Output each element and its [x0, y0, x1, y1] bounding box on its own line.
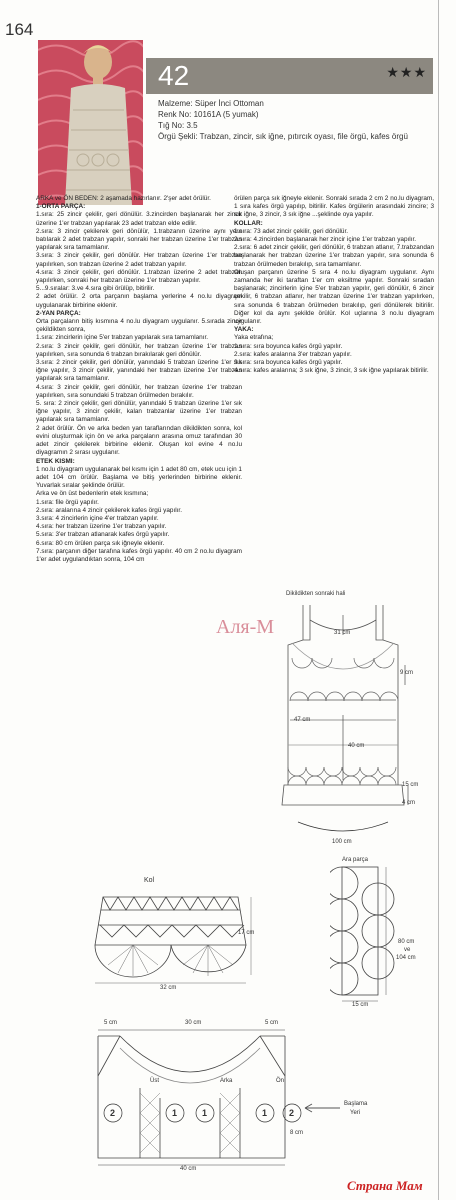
- label-on: Ön: [276, 1078, 285, 1084]
- instruction-paragraph: 1.sıra: file örgü yapılır.: [36, 498, 99, 506]
- spec-color: Renk No: 10161A (5 yumak): [158, 110, 259, 119]
- measure-4: 4 cm: [402, 800, 416, 806]
- measure-32: 32 cm: [160, 985, 177, 991]
- measure-47: 47 cm: [294, 717, 311, 723]
- instruction-paragraph: 4.sıra: kafes aralarına; 3 sık iğne, 3 zincir, 3 sık iğne yapılarak bitirilir.: [234, 367, 429, 375]
- sleeve-diagram: [88, 875, 258, 995]
- brand-watermark: Страна Мам: [347, 1178, 423, 1193]
- instruction-paragraph: 2.sıra: kafes aralarına 3'er trabzan yapılır.: [234, 350, 352, 358]
- section-heading: ETEK KISMI:: [36, 457, 75, 465]
- instruction-paragraph: 2.sıra: 6 adet zincir çekilir, geri dönülür, 6 trabzan atlanır, 7.trabzandan başlanarak her trabzan üzerine 1'er trabzan yapılır, sıra sonunda 6 trabzan örülmeden bırakılıp, sıra tamamlanır.: [234, 244, 434, 268]
- instruction-paragraph: 5...9.sıralar: 3.ve 4.sıra gibi örülüp, bitirilir.: [36, 285, 155, 293]
- instruction-paragraph: 7.sıra: parçanın diğer tarafına kafes örgü yapılır. 40 cm 2 no.lu diyagram 1'er adet uygulandıktan sonra, 104 cm: [36, 547, 242, 563]
- instruction-paragraph: 3.sıra: 2 zincir çekilir, geri dönülür, yanındaki 5 trabzan üzerine 1'er sık iğne yapılır, 3 zincir çekilir, yanındaki her trabzan üzerine 1'er trabzan yapılarak sıra tamamlanır.: [36, 359, 242, 383]
- dress-diagram: [268, 585, 418, 853]
- dress-diagram-title: Dikildikten sonraki hali: [286, 591, 346, 597]
- instruction-paragraph: 1 no.lu diyagram uygulanarak bel kısmı için 1 adet 80 cm, etek ucu için 1 adet 104 cm örülür. Başlama ve bitiş yerlerinden birbirine eklenir. Yuvarlak sıralar şeklinde örülür.: [36, 465, 242, 490]
- watermark: Аля-М: [216, 616, 275, 638]
- measure-40: 40 cm: [348, 743, 365, 749]
- instruction-paragraph: 5.sıra: 3'er trabzan atlanarak kafes örgü yapılır.: [36, 531, 170, 539]
- pattern-number: 42: [158, 60, 190, 91]
- page-number: 164: [5, 20, 34, 39]
- instruction-paragraph: 5. sıra: 2 zincir çekilir, geri dönülür, yanındaki 5 trabzan üzerine 1'er sık iğne yapılır, 3 zincir çekilir, kalan trabzanlar üzerine 1'er trabzan yapılarak sıra tamamlanır.: [36, 400, 242, 424]
- instruction-paragraph: 1.sıra: zincirlerin içine 5'er trabzan yapılarak sıra tamamlanır.: [36, 334, 209, 342]
- section-heading: YAKA:: [234, 326, 254, 334]
- difficulty-stars: ★★★: [386, 64, 427, 80]
- instructions-column-right: [234, 195, 434, 375]
- section-heading: 2-YAN PARÇA:: [36, 309, 81, 317]
- measure-100: 100 cm: [332, 839, 352, 845]
- section-heading: KOLLAR:: [234, 219, 263, 227]
- instruction-paragraph: 1.sıra: 25 zincir çekilir, geri dönülür. 3.zincirden başlanarak her zincir üzerine 1'er trabzan yapılarak 23 adet trabzan elde edilir.: [36, 211, 242, 227]
- bodice-diagram: [80, 1018, 420, 1173]
- measure-30: 30 cm: [185, 1020, 202, 1026]
- instruction-paragraph: Orta parçaların bitiş kısmına 4 no.lu diyagram uygulanır. 5.sırada zincir çekildikten sonra,: [36, 318, 242, 334]
- measure-80: 80 cm: [398, 939, 415, 945]
- instruction-paragraph: 3.sıra: sıra boyunca kafes örgü yapılır.: [234, 359, 343, 367]
- label-arka: Arka: [220, 1078, 233, 1084]
- instruction-paragraph: 2 adet örülür. Ön ve arka beden yan taraflarından dikildikten sonra, kol evini oluşturmak için ön ve arka parçaların arasına omuz tarafından 30 adet zincir çekilerek birbirine eklenir. Oluşan kol evine 4 no.lu diyagramın 2 sırası uygulanır.: [36, 424, 242, 457]
- measure-15: 15 cm: [402, 782, 419, 788]
- measure-31: 31 cm: [334, 630, 351, 636]
- instruction-paragraph: Arka ve ön üst bedenlerin etek kısmına;: [36, 490, 149, 498]
- instruction-paragraph: 1.sıra: sıra boyunca kafes örgü yapılır.: [234, 342, 343, 350]
- instruction-paragraph: 2.sıra: 3 zincir çekilir, geri dönülür, her trabzan üzerine 1'er trabzan yapılırken, sıra sonunda 6 trabzan bırakılarak geri dönülür.: [36, 342, 242, 358]
- measure-9: 9 cm: [400, 670, 414, 676]
- diagram-num-1b: 1: [202, 1108, 208, 1118]
- instruction-paragraph: 1.sıra: 73 adet zincir çekilir, geri dönülür.: [234, 227, 349, 235]
- instruction-paragraph: ARKA ve ÖN BEDEN: 2 aşamada hazırlanır. 2'şer adet örülür.: [36, 195, 211, 202]
- measure-8: 8 cm: [290, 1130, 304, 1136]
- label-baslama: Başlama: [344, 1101, 368, 1107]
- spec-stitches: Örgü Şekli: Trabzan, zincir, sık iğne, pıtırcık oyası, file örgü, kafes örgü: [158, 132, 408, 141]
- strip-title: Ara parça: [342, 857, 369, 863]
- instruction-paragraph: 3.sıra: 4 zincirlerin içine 4'er trabzan yapılır.: [36, 514, 159, 522]
- label-yeri: Yeri: [350, 1110, 361, 1116]
- instruction-paragraph: 3.sıra: 3 zincir çekilir, geri dönülür. Her trabzan üzerine 1'er trabzan yapılırken, son trabzan üzerine 2 adet trabzan yapılır.: [36, 252, 242, 268]
- instruction-paragraph: 6.sıra: 80 cm örülen parça sık iğneyle eklenir.: [36, 539, 165, 547]
- measure-15-strip: 15 cm: [352, 1002, 369, 1008]
- diagram-num-1a: 1: [172, 1108, 178, 1118]
- measure-17: 17 cm: [238, 930, 255, 936]
- diagram-num-1c: 1: [262, 1108, 268, 1118]
- instruction-paragraph: 2.sıra: 4.zincirden başlanarak her zincir içine 1'er trabzan yapılır.: [234, 236, 417, 244]
- instruction-paragraph: 2 adet örülür. 2 orta parçanın başlama yerlerine 4 no.lu diyagram uygulanarak birbirine eklenir.: [36, 293, 242, 309]
- measure-40-bodice: 40 cm: [180, 1166, 197, 1172]
- instruction-paragraph: Yaka etrafına;: [234, 334, 274, 342]
- instructions-column-left: [36, 195, 242, 564]
- instruction-paragraph: 4.sıra: her trabzan üzerine 1'er trabzan yapılır.: [36, 523, 167, 531]
- page-edge-line: [438, 0, 439, 1200]
- instruction-paragraph: örülen parça sık iğneyle eklenir. Sonraki sırada 2 cm 2 no.lu diyagram, 1 sıra kafes örgü yapılıp, bitirilir. Kafes örgülerin arasındaki zincire; 3 sık iğne, 3 zincir, 3 sık iğne ...şeklinde oya yapılır.: [234, 195, 434, 219]
- instruction-paragraph: 4.sıra: 3 zincir çekilir, geri dönülür. 1.trabzan üzerine 2 adet trabzan yapılırken, sonraki her trabzan üzerine 1'er trabzan yapılır.: [36, 268, 242, 285]
- instruction-paragraph: 2.sıra: 3 zincir çekilerek geri dönülür, 1.trabzanın üzerine aynı yere batılarak 2 adet trabzan yapılır, sonraki her trabzan üzerine 1'er trabzan yapılarak sıra tamamlanır.: [36, 227, 242, 252]
- materials-list: [158, 98, 428, 142]
- strip-diagram: [330, 855, 435, 1010]
- pattern-title-bar: [146, 58, 433, 94]
- instruction-paragraph: 4.sıra: 3 zincir çekilir, geri dönülür, her trabzan üzerine 1'er trabzan yapılırken, sıra sonundaki 5 trabzan örülmeden bırakılır.: [36, 383, 242, 399]
- sleeve-title: Kol: [144, 877, 155, 884]
- measure-ve: ve: [404, 947, 411, 953]
- spec-hook: Tığ No: 3.5: [158, 121, 198, 130]
- section-heading: 1-ORTA PARÇA:: [36, 203, 86, 211]
- spec-material: Malzeme: Süper İnci Ottoman: [158, 99, 264, 108]
- label-ust: Üst: [150, 1078, 159, 1084]
- diagram-num-2a: 2: [110, 1108, 116, 1118]
- instruction-paragraph: 2.sıra: aralarına 4 zincir çekilerek kafes örgü yapılır.: [36, 506, 182, 514]
- diagram-num-2b: 2: [289, 1108, 295, 1118]
- model-photo: [38, 40, 143, 205]
- measure-104: 104 cm: [396, 955, 416, 961]
- instruction-paragraph: Oluşan parçanın üzerine 5 sıra 4 no.lu diyagram uygulanır. Aynı zamanda her iki taraftan 1'er cm eksiltme yapılır. Sonraki sıradan başlanarak; zincirlerin içine 5'er trabzan yapılır, geri dönülür, 6 zincir çekilir, 6 trabzan atlanır, her trabzan üzerine 1'er trabzan yapılırken, sıra sonunda 6 trabzan örülmeden bırakılıp, geri dönülerek bitirilir. Diğer kol da aynı şekilde örülür. Kol uçlarına 3 no.lu diyagram uygulanır.: [234, 268, 434, 326]
- measure-5-right: 5 cm: [265, 1020, 279, 1026]
- measure-5-left: 5 cm: [104, 1020, 118, 1026]
